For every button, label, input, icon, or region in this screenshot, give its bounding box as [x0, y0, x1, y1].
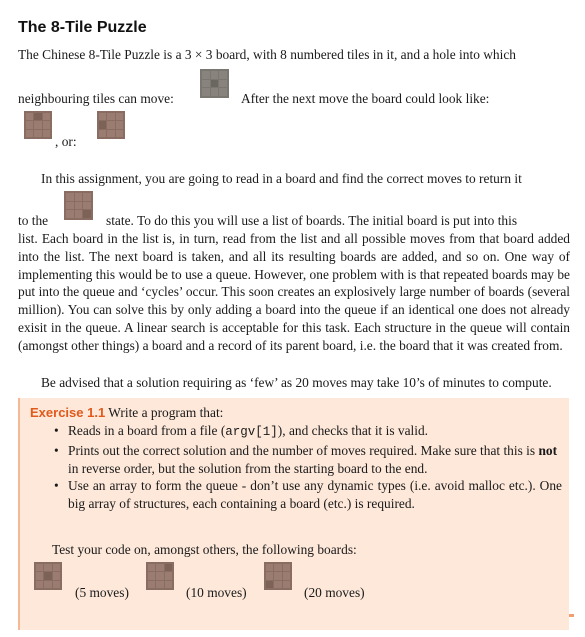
page-title: The 8-Tile Puzzle [18, 19, 147, 36]
tile [34, 121, 41, 128]
para2-line-1: In this assignment, you are going to read in a board and find the correct moves to return it [41, 171, 522, 186]
tile [53, 581, 60, 588]
tile [266, 572, 273, 579]
moves-label-10: (10 moves) [186, 585, 247, 600]
tile [75, 210, 83, 218]
tile [266, 564, 273, 571]
hole [44, 572, 51, 579]
tile [116, 121, 123, 128]
bullet2-text-b: in reverse order, but the solution from the starting board to the end. [68, 460, 428, 476]
para2-state-text: state. To do this you will use a list of boards. The initial board is put into this [106, 213, 518, 228]
puzzle-board-option-2 [97, 111, 125, 139]
exercise-test-line: Test your code on, amongst others, the following boards: [52, 542, 357, 557]
tile [75, 202, 83, 210]
bullet1-text-b: ), and checks that it is valid. [277, 423, 429, 438]
exercise-heading [30, 404, 223, 422]
tile [44, 564, 51, 571]
tile [36, 572, 43, 579]
tile [107, 113, 114, 120]
tile [83, 202, 91, 210]
bullet1-text-a: Reads in a board from a file ( [68, 423, 226, 438]
test-board-10-moves [146, 562, 174, 590]
tile [202, 80, 210, 88]
hole [83, 210, 91, 218]
tile [43, 121, 50, 128]
tile [148, 564, 155, 571]
hole [99, 121, 106, 128]
bullet2-bold: not [538, 442, 558, 458]
tile [202, 88, 210, 96]
tile [283, 564, 290, 571]
list-item [50, 442, 562, 478]
tile [202, 71, 210, 79]
tile [53, 572, 60, 579]
tile [283, 581, 290, 588]
tile [83, 193, 91, 201]
tile [274, 572, 281, 579]
tile [156, 564, 163, 571]
tile [116, 113, 123, 120]
corner-mark [569, 614, 574, 617]
intro-line-1: The Chinese 8-Tile Puzzle is a 3 × 3 board, with 8 numbered tiles in it, and a hole into which [18, 47, 516, 62]
para2-to-the: to the [18, 213, 49, 228]
hole [34, 113, 41, 120]
bullet1-code: argv[1] [225, 425, 278, 439]
tile [274, 581, 281, 588]
tile [75, 193, 83, 201]
intro-line-2-start: neighbouring tiles can move: [18, 91, 174, 106]
tile [99, 130, 106, 137]
tile [43, 130, 50, 137]
puzzle-board-initial [200, 69, 229, 98]
or-text: , or: [55, 134, 77, 149]
tile [44, 581, 51, 588]
exercise-requirements [50, 422, 562, 513]
hole [211, 80, 219, 88]
para3: Be advised that a solution requiring as ‘few’ as 20 moves may take 10’s of minutes to compute. [41, 375, 552, 390]
test-board-20-moves [264, 562, 292, 590]
tile [36, 581, 43, 588]
tile [148, 572, 155, 579]
para2-body: list. Each board in the list is, in turn, read from the list and all possible moves from that board added into the list. The next board is taken, and all its resulting boards are added, and so on. One way of implementing this would be to use a queue. However, one problem with is that repeated boards may be put into the queue and ‘cycles’ occur. This soon creates an explosively large number of boards (several million). You can solve this by only adding a board into the queue if an identical one does not already exisit in the queue. A linear search is acceptable for this task. Each structure in the queue will contain (amongst other things) a board and a record of its parent board, i.e. the board that it was created from. [18, 231, 570, 353]
list-item [50, 422, 562, 442]
tile [274, 564, 281, 571]
exercise-intro: Write a program that: [108, 405, 224, 420]
bullet3-text: Use an array to form the queue - don’t use any dynamic types (i.e. avoid malloc etc.). One big array of structures, each containing a board (etc.) is required. [68, 478, 562, 512]
tile [156, 581, 163, 588]
puzzle-board-goal [64, 191, 93, 220]
puzzle-board-option-1 [24, 111, 52, 139]
tile [66, 210, 74, 218]
tile [156, 572, 163, 579]
tile [107, 121, 114, 128]
tile [211, 88, 219, 96]
tile [283, 572, 290, 579]
exercise-label: Exercise 1.1 [30, 405, 106, 420]
tile [165, 581, 172, 588]
tile [219, 80, 227, 88]
tile [66, 193, 74, 201]
bullet2-text-a: Prints out the correct solution and the number of moves required. Make sure that this is [68, 442, 536, 458]
test-board-5-moves [34, 562, 62, 590]
tile [26, 121, 33, 128]
tile [211, 71, 219, 79]
tile [116, 130, 123, 137]
hole [266, 581, 273, 588]
moves-label-5: (5 moves) [75, 585, 129, 600]
tile [107, 130, 114, 137]
tile [43, 113, 50, 120]
tile [66, 202, 74, 210]
tile [148, 581, 155, 588]
tile [26, 113, 33, 120]
tile [219, 88, 227, 96]
tile [165, 572, 172, 579]
tile [36, 564, 43, 571]
tile [219, 71, 227, 79]
tile [99, 113, 106, 120]
exercise-box [18, 398, 569, 630]
intro-line-2-end: After the next move the board could look like: [241, 91, 490, 106]
tile [34, 130, 41, 137]
list-item [50, 477, 562, 513]
moves-label-20: (20 moves) [304, 585, 365, 600]
tile [26, 130, 33, 137]
hole [165, 564, 172, 571]
tile [53, 564, 60, 571]
